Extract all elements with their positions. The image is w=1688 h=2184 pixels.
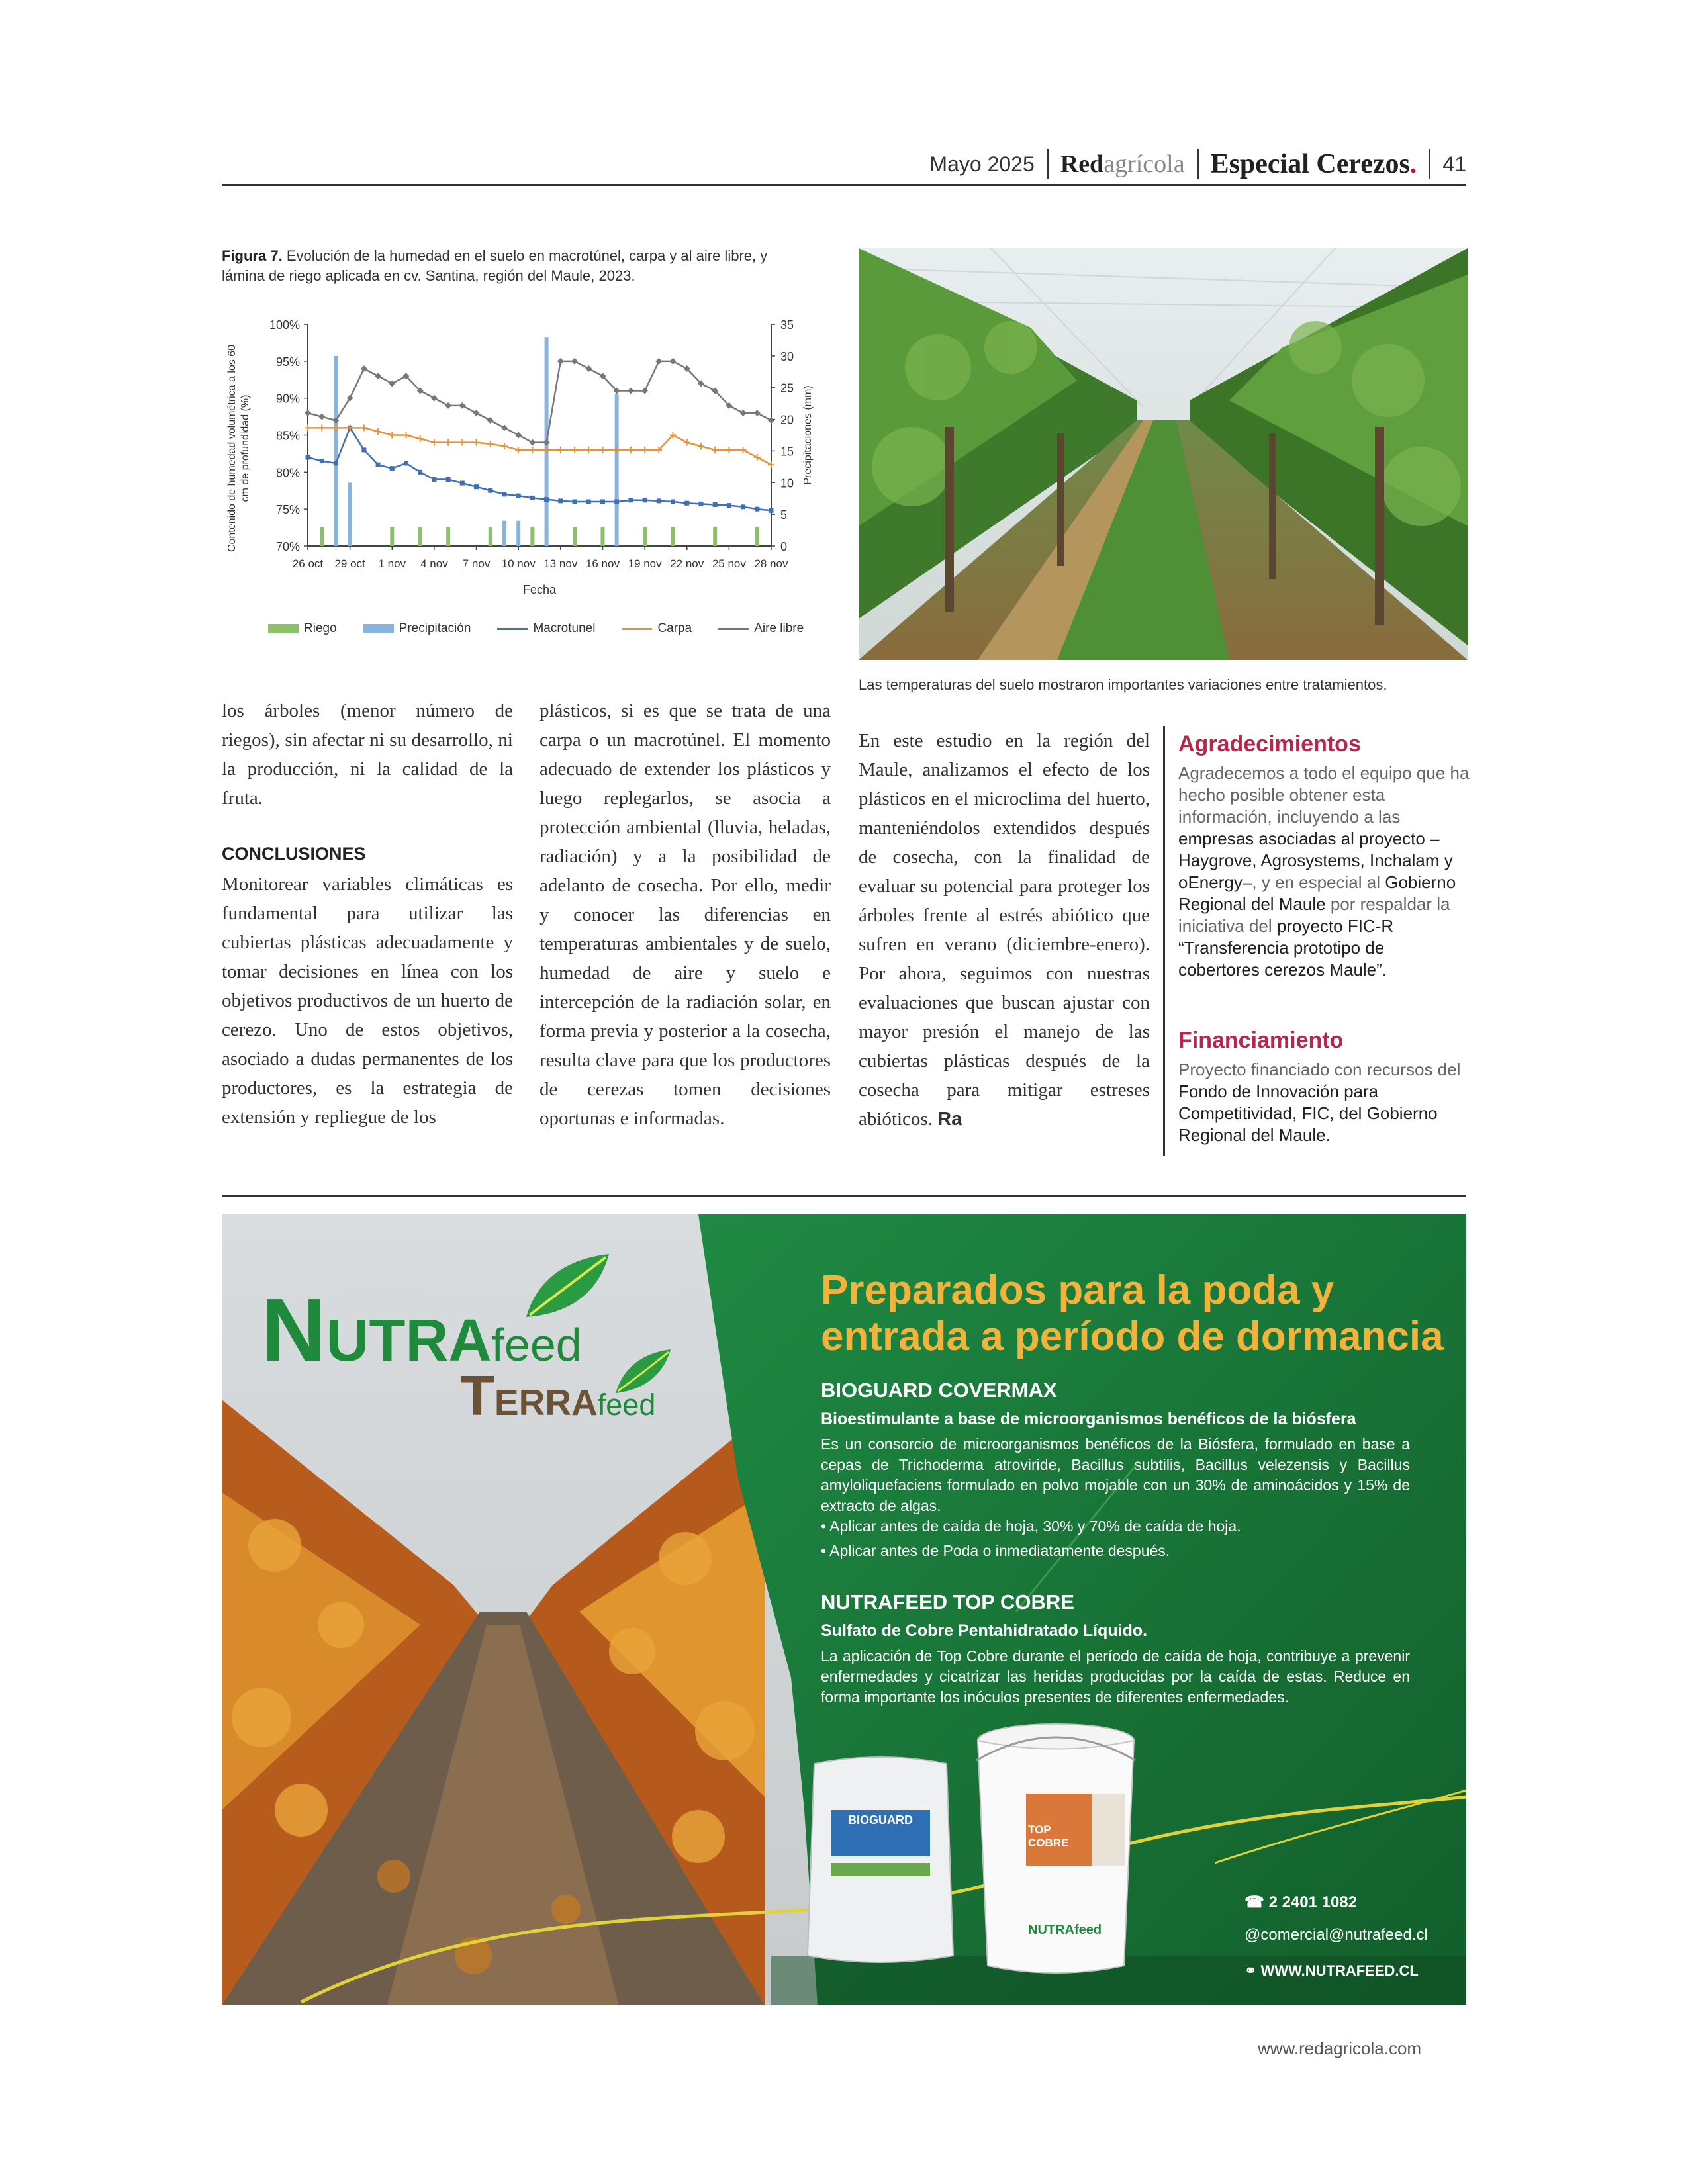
orchard-photo [859, 248, 1468, 660]
point-carpa [305, 424, 311, 431]
section-title: Especial Cerezos. [1210, 149, 1417, 179]
header-separator [1197, 149, 1199, 179]
point-macrotunel [418, 470, 422, 475]
bar-riego [755, 527, 759, 546]
point-airelibre [487, 417, 494, 424]
point-carpa [375, 428, 381, 435]
article-paragraph: En este estudio en la región del Maule, analizamos el efecto de los plásticos en el microclima del huerto, manteniéndolos extendidos después de cosecha, con la finalidad de evaluar su potencial para proteger los árboles frente al estrés abiótico que sufren en verano (diciembre-enero). Por ahora, seguimos con nuestras evaluaciones que buscan ajustar con mayor presión el manejo de las cubiertas plásticas después de la cosecha para mitigar estreses abióticos. Ra [859, 730, 1150, 1130]
y-tick-label: 70% [275, 540, 300, 553]
y2-tick-label: 15 [780, 445, 794, 459]
y-axis-label: Contenido de humedad volumétrica a los 60 cm de profundidad (%) [226, 344, 251, 553]
x-tick-label: 29 oct [334, 557, 365, 570]
point-macrotunel [544, 497, 549, 502]
nutrafeed-logo: NUTRAfeed [261, 1280, 582, 1380]
point-airelibre [740, 410, 747, 416]
point-carpa [599, 447, 606, 453]
y2-tick-label: 25 [780, 381, 794, 395]
point-carpa [459, 439, 465, 446]
point-carpa [614, 447, 620, 453]
point-macrotunel [446, 477, 451, 482]
x-tick-label: 10 nov [501, 557, 536, 570]
point-carpa [726, 447, 732, 453]
point-airelibre [501, 424, 508, 431]
point-carpa [543, 447, 550, 453]
point-macrotunel [558, 498, 563, 503]
y2-tick-label: 10 [780, 477, 794, 490]
y-tick-label: 100% [269, 318, 300, 332]
product-1-subtitle: Bioestimulante a base de microorganismos benéficos de la biósfera [821, 1410, 1356, 1428]
point-airelibre [557, 358, 564, 365]
bar-precipitacin [502, 521, 506, 546]
point-carpa [417, 435, 424, 442]
y2-tick-label: 30 [780, 349, 794, 363]
point-airelibre [318, 414, 325, 420]
financing-text: Proyecto financiado con recursos del Fondo de Innovación para Competitividad, FIC, del Gobierno Regional del Maule. [1178, 1060, 1461, 1145]
brand-logo: Redagrícola [1060, 150, 1185, 178]
point-carpa [332, 424, 339, 431]
point-macrotunel [361, 447, 366, 452]
product-2-description: La aplicación de Top Cobre durante el período de caída de hoja, contribuye a prevenir enfermedades y cicatrizar las heridas producidas por la caída de estas. Reduce en forma importante los inóculos presentes de diferentes enfermedades. [821, 1647, 1410, 1706]
humidity-chart [222, 311, 814, 649]
point-airelibre [445, 402, 451, 409]
point-carpa [754, 454, 761, 461]
point-macrotunel [390, 466, 395, 471]
point-macrotunel [306, 455, 310, 460]
point-macrotunel [769, 508, 774, 513]
point-carpa [501, 443, 508, 449]
point-airelibre [529, 439, 536, 446]
contact-email[interactable]: @comercial@nutrafeed.cl [1244, 1926, 1428, 1944]
point-airelibre [768, 417, 774, 424]
figure-caption [222, 246, 804, 286]
figure-label: Figura 7. [222, 248, 283, 264]
point-airelibre [305, 410, 311, 416]
point-airelibre [431, 395, 438, 402]
legend-macrotunel: Macrotunel [497, 621, 595, 636]
point-macrotunel [614, 500, 619, 504]
point-macrotunel [741, 504, 745, 509]
y-tick-label: 80% [275, 466, 300, 480]
y2-tick-label: 0 [780, 540, 788, 553]
article-paragraph: Monitorear variables climáticas es fundamental para utilizar las cubiertas plásticas adecuadamente y tomar decisiones en línea con los objetivos productivos de un huerto de cerezo. Uno de estos objetivos, asociado a dudas permanentes de los productores, es la estrategia de extensión y repliegue de los [222, 874, 513, 1128]
bar-riego [390, 527, 394, 546]
point-carpa [431, 439, 438, 446]
terrafeed-logo: TERRAfeed [460, 1365, 656, 1428]
photo-caption: Las temperaturas del suelo mostraron importantes variaciones entre tratamientos. [859, 676, 1387, 693]
legend-precipitacion: Precipitación [363, 621, 471, 636]
acknowledgements-text: Agradecemos a todo el equipo que ha hecho posible obtener esta información, incluyendo a las empresas asociadas al proyecto –Haygrove, Agrosystems, Inchalam y oEnergy–, y en especial al Gobierno Regional del Maule por respaldar la iniciativa del proyecto FIC-R “Transferencia prototipo de cobertores cerezos Maule”. [1178, 763, 1470, 979]
point-carpa [361, 424, 367, 431]
point-macrotunel [334, 461, 338, 465]
y-tick-label: 75% [275, 503, 300, 517]
point-carpa [571, 447, 578, 453]
product-2-subtitle: Sulfato de Cobre Pentahidratado Líquido. [821, 1621, 1148, 1640]
x-tick-label: 13 nov [543, 557, 578, 570]
bar-riego [418, 527, 422, 546]
bar-riego [713, 527, 717, 546]
article-column-2 [539, 696, 831, 1133]
conclusiones-heading: CONCLUSIONES [222, 844, 366, 864]
point-macrotunel [460, 481, 465, 486]
point-carpa [698, 443, 704, 449]
bag-label: BIOGUARD [848, 1813, 913, 1827]
ad-headline: Preparados para la poda y entrada a período de dormancia [821, 1267, 1444, 1359]
point-carpa [515, 447, 522, 453]
y-tick-label: 90% [275, 392, 300, 406]
point-macrotunel [684, 501, 689, 506]
x-tick-label: 4 nov [420, 557, 448, 570]
x-tick-label: 25 nov [712, 557, 746, 570]
point-macrotunel [643, 498, 647, 502]
bioguard-bag [804, 1751, 957, 1969]
point-carpa [402, 432, 409, 439]
header-separator [1047, 149, 1049, 179]
point-carpa [473, 439, 480, 446]
sidebar-rule [1163, 726, 1165, 1156]
x-tick-label: 16 nov [585, 557, 620, 570]
line-macrotunel [308, 428, 771, 510]
point-carpa [529, 447, 536, 453]
legend-carpa: Carpa [622, 621, 692, 636]
point-airelibre [641, 388, 648, 394]
y-tick-label: 95% [275, 355, 300, 369]
section-rule [222, 1195, 1466, 1197]
point-macrotunel [432, 477, 436, 482]
x-tick-label: 1 nov [378, 557, 406, 570]
bar-precipitacin [516, 521, 520, 546]
legend-riego: Riego [268, 621, 337, 636]
point-airelibre [515, 432, 522, 439]
bucket-label: TOP COBRE [1028, 1823, 1069, 1849]
point-carpa [684, 439, 690, 446]
point-macrotunel [573, 500, 577, 504]
y-tick-label: 85% [275, 429, 300, 443]
point-airelibre [389, 380, 395, 387]
point-airelibre [571, 358, 578, 365]
point-carpa [389, 432, 395, 439]
bar-riego [600, 527, 604, 546]
point-macrotunel [600, 500, 605, 504]
article-column-1 [222, 696, 513, 1132]
bar-precipitacin [348, 482, 352, 546]
point-carpa [740, 447, 747, 453]
point-macrotunel [320, 459, 324, 463]
point-airelibre [473, 410, 480, 416]
point-airelibre [655, 358, 662, 365]
product-2-name: NUTRAFEED TOP COBRE [821, 1590, 1074, 1614]
point-macrotunel [727, 503, 731, 508]
point-airelibre [628, 388, 634, 394]
point-macrotunel [713, 502, 718, 507]
article-column-3 [859, 726, 1150, 1134]
legend-aire-libre: Aire libre [718, 621, 804, 636]
point-macrotunel [671, 500, 675, 504]
x-tick-label: 26 oct [292, 557, 324, 570]
y2-tick-label: 20 [780, 413, 794, 427]
point-carpa [641, 447, 648, 453]
x-tick-label: 7 nov [462, 557, 491, 570]
point-carpa [445, 439, 451, 446]
x-tick-label: 19 nov [628, 557, 662, 570]
product-1-description: Es un consorcio de microorganismos benéficos de la Biósfera, formulado en base a cepas de Trichoderma atroviride, Bacillus subtilis, Bacillus velezensis y Bacillus amyloliquefaciens formulado en polvo mojable con un 30% de aminoácidos y 15% de extracto de algas. • Aplicar antes de caída de hoja, 30% y 70% de caída de hoja. • Aplicar antes de Poda o inmediatamente después. [821, 1435, 1410, 1559]
bar-riego [671, 527, 675, 546]
bar-riego [446, 527, 450, 546]
end-mark: Ra [937, 1109, 962, 1130]
point-macrotunel [698, 502, 703, 506]
figure-caption-text: Evolución de la humedad en el suelo en macrotúnel, carpa y al aire libre, y lámina de riego aplicada en cv. Santina, región del Maule, 2023. [222, 248, 768, 284]
leaf-icon [520, 1251, 612, 1324]
y2-axis-label: Precipitaciones (mm) [802, 385, 814, 485]
point-airelibre [375, 373, 381, 379]
link-icon: ⚭ [1244, 1962, 1261, 1979]
point-macrotunel [516, 494, 521, 498]
bar-precipitacin [334, 356, 338, 546]
point-macrotunel [657, 498, 661, 503]
point-carpa [318, 424, 325, 431]
leaf-icon [612, 1347, 672, 1396]
top-cobre-bucket [973, 1721, 1139, 1979]
point-macrotunel [586, 500, 591, 504]
issue-date: Mayo 2025 [929, 152, 1035, 176]
x-axis-label: Fecha [522, 583, 557, 596]
product-1-name: BIOGUARD COVERMAX [821, 1379, 1057, 1402]
point-carpa [487, 441, 494, 447]
x-tick-label: 22 nov [670, 557, 704, 570]
point-macrotunel [404, 461, 408, 465]
header-separator [1429, 149, 1430, 179]
point-macrotunel [474, 484, 479, 489]
point-carpa [712, 447, 718, 453]
bar-riego [320, 527, 324, 546]
contact-website[interactable]: ⚭ WWW.NUTRAFEED.CL [1244, 1962, 1419, 1979]
y2-tick-label: 5 [780, 508, 788, 522]
nutrafeed-advertisement [222, 1214, 1466, 2005]
point-macrotunel [502, 492, 506, 496]
point-carpa [585, 447, 592, 453]
point-airelibre [459, 402, 465, 409]
bucket-brand: NUTRAfeed [1028, 1923, 1102, 1937]
page-header [222, 146, 1466, 185]
point-airelibre [585, 365, 592, 372]
point-macrotunel [530, 496, 535, 500]
contact-phone[interactable]: ☎ 2 2401 1082 [1244, 1893, 1358, 1911]
acknowledgements-box [1178, 731, 1470, 981]
point-carpa [557, 447, 564, 453]
point-airelibre [543, 439, 550, 446]
point-carpa [768, 461, 774, 468]
point-airelibre [670, 358, 677, 365]
footer-website: www.redagricola.com [1258, 2038, 1422, 2058]
y2-tick-label: 35 [780, 318, 794, 332]
point-macrotunel [755, 507, 759, 512]
point-airelibre [361, 365, 367, 372]
page-number: 41 [1442, 152, 1466, 176]
point-macrotunel [376, 463, 381, 467]
acknowledgements-title: Agradecimientos [1178, 731, 1361, 756]
header-rule [222, 184, 1466, 186]
bar-riego [643, 527, 647, 546]
bar-precipitacin [615, 394, 619, 546]
point-airelibre [754, 410, 761, 416]
article-paragraph: los árboles (menor número de riegos), sin afectar ni su desarrollo, ni la producción, ni la calidad de la fruta. [222, 700, 513, 809]
point-carpa [628, 447, 634, 453]
point-macrotunel [628, 498, 633, 502]
financing-box [1178, 1028, 1470, 1146]
bar-riego [489, 527, 492, 546]
x-tick-label: 28 nov [754, 557, 788, 570]
chart-legend [268, 619, 811, 639]
bar-riego [530, 527, 534, 546]
article-paragraph: plásticos, si es que se trata de una carpa o un macrotúnel. El momento adecuado de extender los plásticos y luego replegarlos, se asocia a protección ambiental (lluvia, heladas, radiación) y a la posibilidad de adelanto de cosecha. Por ello, medir y conocer las diferencias en temperaturas ambientales y de suelo, humedad de aire y suelo e intercepción de la radiación solar, en forma previa y posterior a la cosecha, resulta clave para que los productores de cerezas tomen decisiones oportunas e informadas. [539, 700, 831, 1129]
phone-icon: ☎ [1244, 1893, 1269, 1911]
financing-title: Financiamiento [1178, 1028, 1344, 1053]
bar-riego [573, 527, 577, 546]
point-macrotunel [488, 488, 492, 493]
